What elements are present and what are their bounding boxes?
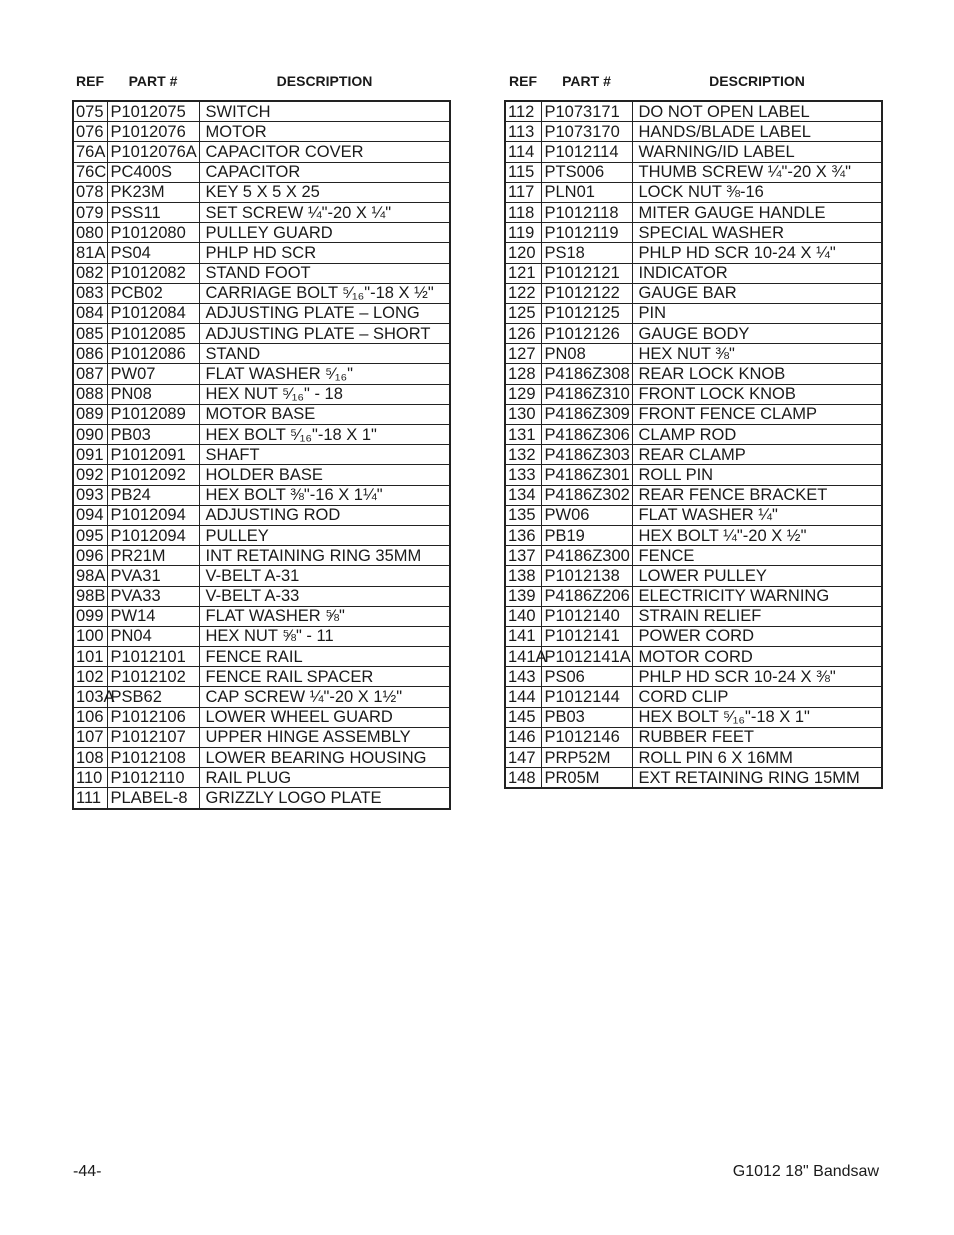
description-cell: MOTOR CORD xyxy=(632,647,882,667)
parts-table-right xyxy=(504,66,883,789)
ref-cell: 107 xyxy=(73,727,107,747)
ref-cell: 81A xyxy=(73,243,107,263)
ref-cell: 095 xyxy=(73,525,107,545)
table-row xyxy=(505,667,882,687)
ref-cell: 076 xyxy=(73,122,107,142)
ref-cell: 125 xyxy=(505,303,541,323)
table-row xyxy=(505,223,882,243)
ref-cell: 137 xyxy=(505,546,541,566)
part-number-cell: PR21M xyxy=(107,546,199,566)
description-cell: UPPER HINGE ASSEMBLY xyxy=(199,727,450,747)
part-number-cell: PW07 xyxy=(107,364,199,384)
description-cell: HEX BOLT ⁵⁄₁₆"-18 X 1" xyxy=(199,425,450,445)
description-cell: FLAT WASHER ⅝" xyxy=(199,606,450,626)
description-cell: POWER CORD xyxy=(632,626,882,646)
ref-cell: 140 xyxy=(505,606,541,626)
table-row xyxy=(505,606,882,626)
ref-cell: 122 xyxy=(505,283,541,303)
table-row xyxy=(505,748,882,768)
part-number-cell: PB19 xyxy=(541,525,632,545)
description-cell: V-BELT A-31 xyxy=(199,566,450,586)
ref-cell: 075 xyxy=(73,101,107,122)
description-cell: CORD CLIP xyxy=(632,687,882,707)
table-row xyxy=(505,142,882,162)
description-cell: ROLL PIN 6 X 16MM xyxy=(632,748,882,768)
ref-cell: 099 xyxy=(73,606,107,626)
description-cell: ROLL PIN xyxy=(632,465,882,485)
table-row xyxy=(73,525,450,545)
page-number: -44- xyxy=(73,1163,102,1180)
table-row xyxy=(73,223,450,243)
part-number-cell: P1012085 xyxy=(107,324,199,344)
description-cell: RUBBER FEET xyxy=(632,727,882,747)
part-number-cell: P1012082 xyxy=(107,263,199,283)
description-cell: GAUGE BODY xyxy=(632,324,882,344)
ref-cell: 131 xyxy=(505,425,541,445)
ref-cell: 130 xyxy=(505,404,541,424)
ref-cell: 144 xyxy=(505,687,541,707)
part-number-cell: PC400S xyxy=(107,162,199,182)
description-cell: THUMB SCREW ¼"-20 X ¾" xyxy=(632,162,882,182)
table-row xyxy=(505,263,882,283)
ref-cell: 089 xyxy=(73,404,107,424)
description-cell: SET SCREW ¼"-20 X ¼" xyxy=(199,202,450,222)
description-cell: FENCE RAIL xyxy=(199,647,450,667)
ref-cell: 133 xyxy=(505,465,541,485)
table-row xyxy=(73,566,450,586)
table-header-row xyxy=(505,66,882,101)
part-number-cell: P1012080 xyxy=(107,223,199,243)
table-row xyxy=(505,505,882,525)
part-number-cell: P4186Z206 xyxy=(541,586,632,606)
ref-cell: 120 xyxy=(505,243,541,263)
ref-cell: 98A xyxy=(73,566,107,586)
table-row xyxy=(505,727,882,747)
ref-cell: 085 xyxy=(73,324,107,344)
table-row xyxy=(505,243,882,263)
description-header: DESCRIPTION xyxy=(709,73,805,89)
table-row xyxy=(73,303,450,323)
ref-cell: 088 xyxy=(73,384,107,404)
description-cell: LOWER BEARING HOUSING xyxy=(199,748,450,768)
ref-cell: 080 xyxy=(73,223,107,243)
ref-cell: 146 xyxy=(505,727,541,747)
table-row xyxy=(73,263,450,283)
ref-cell: 114 xyxy=(505,142,541,162)
table-row xyxy=(73,182,450,202)
description-cell: HEX NUT ⅜" xyxy=(632,344,882,364)
description-cell: GAUGE BAR xyxy=(632,283,882,303)
ref-cell: 139 xyxy=(505,586,541,606)
description-cell: LOWER PULLEY xyxy=(632,566,882,586)
description-cell: DO NOT OPEN LABEL xyxy=(632,101,882,122)
part-number-cell: PCB02 xyxy=(107,283,199,303)
part-number-cell: PW06 xyxy=(541,505,632,525)
part-number-cell: P1012086 xyxy=(107,344,199,364)
table-row xyxy=(73,425,450,445)
table-row xyxy=(505,364,882,384)
ref-cell: 096 xyxy=(73,546,107,566)
table-row xyxy=(505,182,882,202)
ref-cell: 092 xyxy=(73,465,107,485)
ref-cell: 082 xyxy=(73,263,107,283)
description-cell: MITER GAUGE HANDLE xyxy=(632,202,882,222)
ref-cell: 086 xyxy=(73,344,107,364)
table-row xyxy=(73,283,450,303)
description-cell: HANDS/BLADE LABEL xyxy=(632,122,882,142)
part-number-cell: P1012144 xyxy=(541,687,632,707)
description-cell: REAR FENCE BRACKET xyxy=(632,485,882,505)
description-cell: FENCE RAIL SPACER xyxy=(199,667,450,687)
table-row xyxy=(505,485,882,505)
ref-cell: 136 xyxy=(505,525,541,545)
ref-cell: 129 xyxy=(505,384,541,404)
table-row xyxy=(505,384,882,404)
part-number-cell: P1012121 xyxy=(541,263,632,283)
description-cell: GRIZZLY LOGO PLATE xyxy=(199,788,450,809)
table-row xyxy=(73,101,450,122)
ref-cell: 148 xyxy=(505,768,541,789)
description-header: DESCRIPTION xyxy=(276,73,373,89)
part-header: PART # xyxy=(128,73,178,89)
table-row xyxy=(73,445,450,465)
part-number-cell: P1012089 xyxy=(107,404,199,424)
ref-cell: 079 xyxy=(73,202,107,222)
ref-header: REF xyxy=(76,73,104,89)
ref-cell: 110 xyxy=(73,768,107,788)
ref-cell: 112 xyxy=(505,101,541,122)
part-number-cell: P1012094 xyxy=(107,525,199,545)
part-number-cell: P1012101 xyxy=(107,647,199,667)
part-number-cell: P4186Z300 xyxy=(541,546,632,566)
description-cell: PIN xyxy=(632,303,882,323)
description-cell: REAR CLAMP xyxy=(632,445,882,465)
table-row xyxy=(505,303,882,323)
ref-cell: 100 xyxy=(73,626,107,646)
description-cell: PHLP HD SCR 10-24 X ¼" xyxy=(632,243,882,263)
part-number-cell: P4186Z308 xyxy=(541,364,632,384)
table-row xyxy=(73,485,450,505)
description-cell: STAND xyxy=(199,344,450,364)
ref-cell: 118 xyxy=(505,202,541,222)
ref-cell: 115 xyxy=(505,162,541,182)
description-cell: INT RETAINING RING 35MM xyxy=(199,546,450,566)
table-row xyxy=(505,283,882,303)
table-row xyxy=(73,162,450,182)
table-row xyxy=(505,687,882,707)
table-header-row xyxy=(73,66,450,101)
description-cell: LOWER WHEEL GUARD xyxy=(199,707,450,727)
table-row xyxy=(73,142,450,162)
part-number-cell: P1012146 xyxy=(541,727,632,747)
part-number-cell: P4186Z309 xyxy=(541,404,632,424)
description-cell: PHLP HD SCR 10-24 X ⅜" xyxy=(632,667,882,687)
part-number-cell: P1012076A xyxy=(107,142,199,162)
part-number-cell: P1012091 xyxy=(107,445,199,465)
part-number-cell: P1012118 xyxy=(541,202,632,222)
ref-cell: 111 xyxy=(73,788,107,809)
table-row xyxy=(73,707,450,727)
description-cell: MOTOR xyxy=(199,122,450,142)
part-number-cell: P1012076 xyxy=(107,122,199,142)
ref-cell: 143 xyxy=(505,667,541,687)
ref-cell: 113 xyxy=(505,122,541,142)
table-row xyxy=(73,727,450,747)
description-cell: SWITCH xyxy=(199,101,450,122)
description-cell: SPECIAL WASHER xyxy=(632,223,882,243)
part-number-cell: P1012108 xyxy=(107,748,199,768)
part-number-cell: P1012106 xyxy=(107,707,199,727)
table-row xyxy=(73,788,450,809)
part-number-cell: P4186Z301 xyxy=(541,465,632,485)
description-cell: MOTOR BASE xyxy=(199,404,450,424)
table-row xyxy=(73,606,450,626)
part-number-cell: P4186Z306 xyxy=(541,425,632,445)
table-row xyxy=(505,566,882,586)
ref-cell: 093 xyxy=(73,485,107,505)
part-number-cell: P1012107 xyxy=(107,727,199,747)
part-number-cell: P1012140 xyxy=(541,606,632,626)
part-number-cell: P1012126 xyxy=(541,324,632,344)
table-row xyxy=(505,445,882,465)
description-cell: HEX BOLT ¼"-20 X ½" xyxy=(632,525,882,545)
table-row xyxy=(505,122,882,142)
ref-cell: 102 xyxy=(73,667,107,687)
table-row xyxy=(505,707,882,727)
table-row xyxy=(505,101,882,122)
part-number-cell: PVA31 xyxy=(107,566,199,586)
description-cell: V-BELT A-33 xyxy=(199,586,450,606)
part-number-cell: PSB62 xyxy=(107,687,199,707)
part-number-cell: PB03 xyxy=(107,425,199,445)
part-number-cell: PR05M xyxy=(541,768,632,789)
ref-cell: 101 xyxy=(73,647,107,667)
ref-cell: 078 xyxy=(73,182,107,202)
description-cell: HOLDER BASE xyxy=(199,465,450,485)
ref-cell: 141A xyxy=(505,647,541,667)
part-number-cell: P1073171 xyxy=(541,101,632,122)
description-cell: CLAMP ROD xyxy=(632,425,882,445)
table-row xyxy=(73,687,450,707)
description-cell: KEY 5 X 5 X 25 xyxy=(199,182,450,202)
description-cell: HEX NUT ⅝" - 11 xyxy=(199,626,450,646)
table-row xyxy=(73,465,450,485)
description-cell: FLAT WASHER ¼" xyxy=(632,505,882,525)
part-number-cell: P1012122 xyxy=(541,283,632,303)
table-row xyxy=(505,768,882,789)
part-number-cell: PB03 xyxy=(541,707,632,727)
model-name: G1012 18" Bandsaw xyxy=(732,1163,879,1180)
part-number-cell: PN04 xyxy=(107,626,199,646)
ref-cell: 090 xyxy=(73,425,107,445)
table-row xyxy=(505,626,882,646)
part-number-cell: PS18 xyxy=(541,243,632,263)
table-row xyxy=(505,465,882,485)
description-cell: PHLP HD SCR xyxy=(199,243,450,263)
description-cell: INDICATOR xyxy=(632,263,882,283)
ref-cell: 126 xyxy=(505,324,541,344)
part-number-cell: P1012119 xyxy=(541,223,632,243)
part-number-cell: P1012141 xyxy=(541,626,632,646)
table-row xyxy=(505,586,882,606)
description-cell: REAR LOCK KNOB xyxy=(632,364,882,384)
parts-table-left xyxy=(72,66,451,810)
part-number-cell: P1012092 xyxy=(107,465,199,485)
table-row xyxy=(505,525,882,545)
part-number-cell: PS04 xyxy=(107,243,199,263)
description-cell: CAP SCREW ¼"-20 X 1½" xyxy=(199,687,450,707)
part-number-cell: PK23M xyxy=(107,182,199,202)
description-cell: EXT RETAINING RING 15MM xyxy=(632,768,882,789)
ref-cell: 128 xyxy=(505,364,541,384)
ref-cell: 119 xyxy=(505,223,541,243)
ref-cell: 106 xyxy=(73,707,107,727)
table-row xyxy=(505,324,882,344)
description-cell: FRONT FENCE CLAMP xyxy=(632,404,882,424)
ref-cell: 083 xyxy=(73,283,107,303)
description-cell: FRONT LOCK KNOB xyxy=(632,384,882,404)
description-cell: SHAFT xyxy=(199,445,450,465)
ref-cell: 141 xyxy=(505,626,541,646)
table-row xyxy=(505,546,882,566)
ref-cell: 147 xyxy=(505,748,541,768)
description-cell: ADJUSTING PLATE – LONG xyxy=(199,303,450,323)
table-row xyxy=(73,667,450,687)
table-row xyxy=(505,202,882,222)
table-row xyxy=(73,364,450,384)
part-number-cell: PN08 xyxy=(107,384,199,404)
parts-table-body xyxy=(505,101,882,788)
part-number-cell: P4186Z310 xyxy=(541,384,632,404)
description-cell: ELECTRICITY WARNING xyxy=(632,586,882,606)
description-cell: HEX BOLT ⅜"-16 X 1¼" xyxy=(199,485,450,505)
part-number-cell: PLABEL-8 xyxy=(107,788,199,809)
part-number-cell: PW14 xyxy=(107,606,199,626)
ref-cell: 087 xyxy=(73,364,107,384)
ref-cell: 121 xyxy=(505,263,541,283)
ref-cell: 127 xyxy=(505,344,541,364)
part-number-cell: PN08 xyxy=(541,344,632,364)
part-header: PART # xyxy=(562,73,611,89)
ref-cell: 094 xyxy=(73,505,107,525)
table-row xyxy=(73,324,450,344)
table-row xyxy=(505,162,882,182)
table-row xyxy=(73,202,450,222)
part-number-cell: P1012094 xyxy=(107,505,199,525)
ref-cell: 117 xyxy=(505,182,541,202)
description-cell: PULLEY xyxy=(199,525,450,545)
part-number-cell: PS06 xyxy=(541,667,632,687)
part-number-cell: P1012102 xyxy=(107,667,199,687)
ref-header: REF xyxy=(509,73,537,89)
description-cell: RAIL PLUG xyxy=(199,768,450,788)
ref-cell: 108 xyxy=(73,748,107,768)
table-row xyxy=(73,505,450,525)
table-row xyxy=(73,586,450,606)
table-row xyxy=(73,546,450,566)
description-cell: LOCK NUT ⅜-16 xyxy=(632,182,882,202)
table-row xyxy=(505,425,882,445)
part-number-cell: PTS006 xyxy=(541,162,632,182)
table-row xyxy=(505,344,882,364)
part-number-cell: P1012084 xyxy=(107,303,199,323)
table-row xyxy=(73,404,450,424)
ref-cell: 98B xyxy=(73,586,107,606)
table-row xyxy=(73,122,450,142)
description-cell: CAPACITOR xyxy=(199,162,450,182)
ref-cell: 76C xyxy=(73,162,107,182)
ref-cell: 134 xyxy=(505,485,541,505)
ref-cell: 138 xyxy=(505,566,541,586)
part-number-cell: P1073170 xyxy=(541,122,632,142)
part-number-cell: PRP52M xyxy=(541,748,632,768)
part-number-cell: PLN01 xyxy=(541,182,632,202)
ref-cell: 145 xyxy=(505,707,541,727)
ref-cell: 103A xyxy=(73,687,107,707)
parts-table-body xyxy=(73,101,450,809)
description-cell: CAPACITOR COVER xyxy=(199,142,450,162)
description-cell: ADJUSTING ROD xyxy=(199,505,450,525)
part-number-cell: P1012110 xyxy=(107,768,199,788)
table-row xyxy=(505,404,882,424)
part-number-cell: P4186Z302 xyxy=(541,485,632,505)
description-cell: STAND FOOT xyxy=(199,263,450,283)
part-number-cell: P1012141A xyxy=(541,647,632,667)
ref-cell: 091 xyxy=(73,445,107,465)
part-number-cell: P4186Z303 xyxy=(541,445,632,465)
table-row xyxy=(73,748,450,768)
table-row xyxy=(73,344,450,364)
part-number-cell: PVA33 xyxy=(107,586,199,606)
ref-cell: 084 xyxy=(73,303,107,323)
table-row xyxy=(505,647,882,667)
description-cell: PULLEY GUARD xyxy=(199,223,450,243)
part-number-cell: PSS11 xyxy=(107,202,199,222)
table-row xyxy=(73,626,450,646)
part-number-cell: P1012114 xyxy=(541,142,632,162)
description-cell: STRAIN RELIEF xyxy=(632,606,882,626)
description-cell: FENCE xyxy=(632,546,882,566)
table-row xyxy=(73,384,450,404)
description-cell: WARNING/ID LABEL xyxy=(632,142,882,162)
description-cell: ADJUSTING PLATE – SHORT xyxy=(199,324,450,344)
part-number-cell: P1012125 xyxy=(541,303,632,323)
description-cell: HEX NUT ⁵⁄₁₆" - 18 xyxy=(199,384,450,404)
description-cell: HEX BOLT ⁵⁄₁₆"-18 X 1" xyxy=(632,707,882,727)
ref-cell: 132 xyxy=(505,445,541,465)
table-row xyxy=(73,243,450,263)
part-number-cell: P1012138 xyxy=(541,566,632,586)
ref-cell: 76A xyxy=(73,142,107,162)
description-cell: FLAT WASHER ⁵⁄₁₆" xyxy=(199,364,450,384)
table-row xyxy=(73,768,450,788)
part-number-cell: PB24 xyxy=(107,485,199,505)
description-cell: CARRIAGE BOLT ⁵⁄₁₆"-18 X ½" xyxy=(199,283,450,303)
table-row xyxy=(73,647,450,667)
part-number-cell: P1012075 xyxy=(107,101,199,122)
ref-cell: 135 xyxy=(505,505,541,525)
